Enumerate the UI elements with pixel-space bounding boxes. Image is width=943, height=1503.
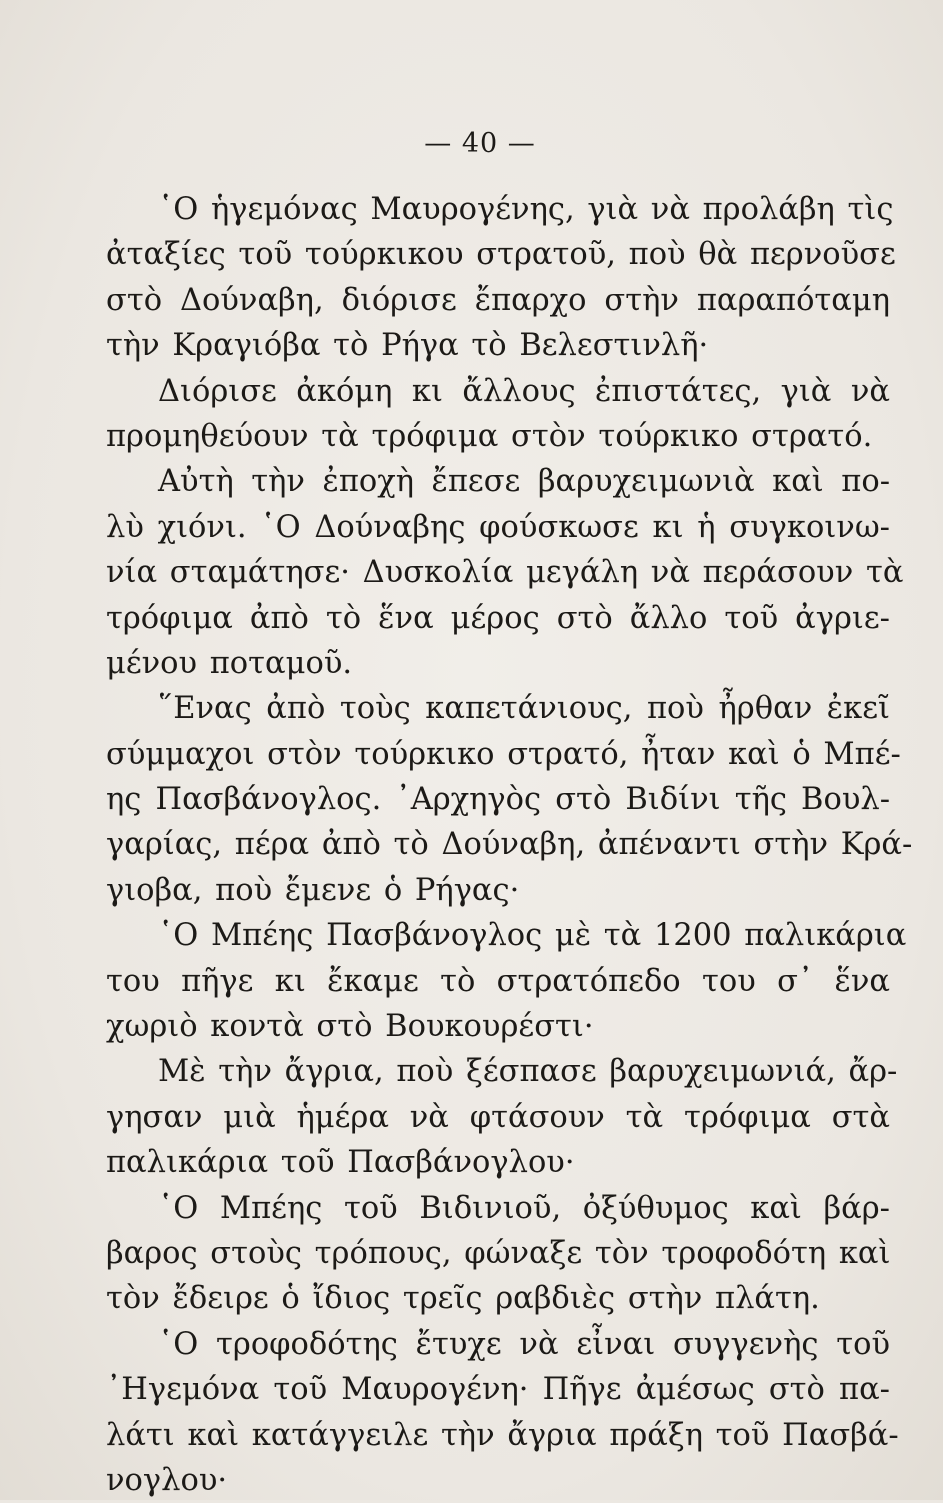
text-line: γιοβα, ποὺ ἔμενε ὁ Ρήγας· — [106, 872, 520, 908]
text-line: στὸ Δούναβη, διόρισε ἔπαρχο στὴν παραπόταμη — [106, 282, 890, 318]
page-number: — 40 — — [424, 128, 536, 159]
text-line: σύμμαχοι στὸν τούρκικο στρατό, ἦταν καὶ ὁ Μπέ- — [106, 736, 901, 772]
body-text — [106, 187, 913, 1503]
text-line: λάτι καὶ κατάγγειλε τὴν ἄγρια πράξη τοῦ Πασβά- — [106, 1417, 899, 1453]
text-line: βαρος στοὺς τρόπους, φώναξε τὸν τροφοδότη καὶ — [106, 1235, 891, 1271]
text-line: τὴν Κραγιόβα τὸ Ρήγα τὸ Βελεστινλῆ· — [106, 328, 709, 364]
text-line: λὺ χιόνι. ῾Ο Δούναβης φούσκωσε κι ἡ συγκοινω- — [106, 509, 890, 545]
text-line: χωριὸ κοντὰ στὸ Βουκουρέστι· — [106, 1009, 594, 1045]
text-line: ης Πασβάνογλος. ᾽Αρχηγὸς στὸ Βιδίνι τῆς Βουλ- — [106, 782, 890, 818]
text-line: παλικάρια τοῦ Πασβάνογλου· — [106, 1145, 575, 1181]
text-line: γησαν μιὰ ἡμέρα νὰ φτάσουν τὰ τρόφιμα στὰ — [106, 1099, 890, 1135]
text-line: ῾Ο τροφοδότης ἔτυχε νὰ εἶναι συγγενὴς τοῦ — [158, 1326, 890, 1362]
text-line: Αὐτὴ τὴν ἐποχὴ ἔπεσε βαρυχειμωνιὰ καὶ πο- — [158, 464, 890, 500]
text-line: του πῆγε κι ἔκαμε τὸ στρατόπεδο του σ᾽ ἕνα — [106, 963, 890, 999]
text-line: ἀταξίες τοῦ τούρκικου στρατοῦ, ποὺ θὰ περνοῦσε — [106, 237, 896, 273]
text-line: τρόφιμα ἀπὸ τὸ ἕνα μέρος στὸ ἄλλο τοῦ ἀγριε- — [106, 600, 890, 636]
text-line: ῾Ο Μπέης τοῦ Βιδινιοῦ, ὀξύθυμος καὶ βάρ- — [158, 1190, 890, 1226]
text-line: γαρίας, πέρα ἀπὸ τὸ Δούναβη, ἀπέναντι στὴν Κρά- — [106, 827, 913, 863]
text-line: ῾Ο ἡγεμόνας Μαυρογένης, γιὰ νὰ προλάβη τὶς — [158, 192, 894, 227]
text-line: ῞Ενας ἀπὸ τοὺς καπετάνιους, ποὺ ἦρθαν ἐκεῖ — [158, 691, 890, 727]
text-line: Διόρισε ἀκόμη κι ἄλλους ἐπιστάτες, γιὰ νὰ — [158, 373, 890, 409]
text-line: Μὲ τὴν ἄγρια, ποὺ ξέσπασε βαρυχειμωνιά, ἄρ- — [158, 1054, 898, 1090]
text-line: μένου ποταμοῦ. — [106, 645, 353, 681]
text-line: ᾽Ηγεμόνα τοῦ Μαυρογένη· Πῆγε ἀμέσως στὸ πα- — [106, 1372, 890, 1408]
text-line: προμηθεύουν τὰ τρόφιμα στὸν τούρκικο στρατό. — [106, 418, 873, 454]
text-line: νία σταμάτησε· Δυσκολία μεγάλη νὰ περάσουν τὰ — [106, 555, 904, 591]
text-line: τὸν ἔδειρε ὁ ἴδιος τρεῖς ραβδιὲς στὴν πλάτη. — [106, 1281, 820, 1317]
text-line: ῾Ο Μπέης Πασβάνογλος μὲ τὰ 1200 παλικάρια — [158, 918, 907, 954]
text-line: νογλου· — [106, 1462, 228, 1498]
